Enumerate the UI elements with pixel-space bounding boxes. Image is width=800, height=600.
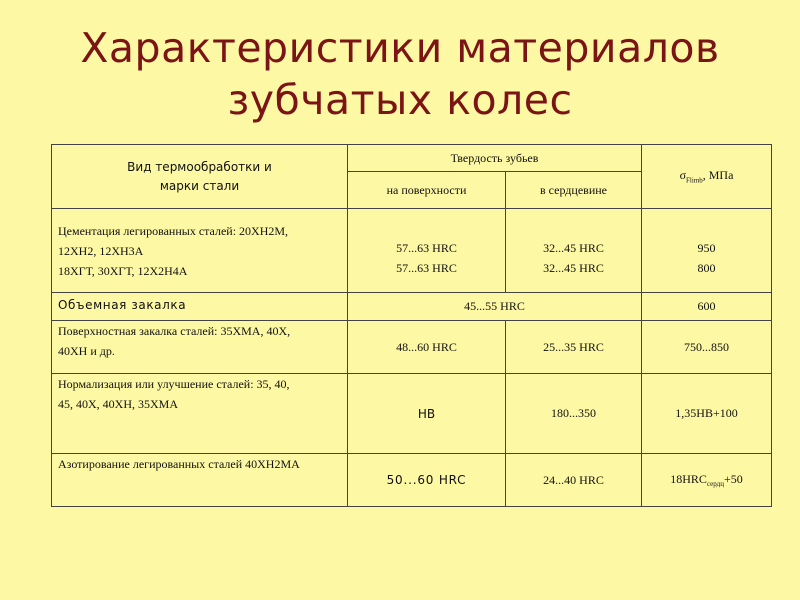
sigma-subscript: сердц	[706, 480, 724, 488]
sigma-cell: 600	[642, 293, 772, 321]
sigma-value: 950	[697, 240, 716, 255]
header-treatment	[52, 145, 348, 209]
sigma-value: 800	[697, 260, 716, 275]
sigma-main: 18HRC	[670, 472, 707, 486]
header-treatment-line-2: марки стали	[159, 178, 240, 193]
treatment-line: Нормализация или улучшение сталей: 35, 40,	[58, 377, 290, 391]
treatment-line: 12ХН2, 12ХН3А	[58, 243, 144, 258]
hardness-merged-cell: 45...55 HRC	[348, 293, 642, 321]
treatment-line: 40ХН и др.	[58, 344, 115, 358]
table-row	[52, 293, 772, 321]
sigma-cell	[642, 209, 772, 293]
table-row	[52, 209, 772, 293]
surface-value: 57...63 HRC	[396, 240, 457, 255]
surface-hardness-cell: HB	[348, 374, 506, 454]
sigma-subscript: Flimb	[686, 176, 703, 185]
sigma-cell: 1,35HB+100	[642, 374, 772, 454]
treatment-cell	[52, 374, 348, 454]
table-row	[52, 374, 772, 454]
surface-value: 57...63 HRC	[396, 260, 457, 275]
sigma-symbol: σ	[679, 168, 687, 183]
sigma-tail: +50	[723, 472, 743, 486]
core-hardness-cell: 24...40 HRC	[506, 454, 642, 507]
header-surface: на поверхности	[348, 172, 506, 209]
treatment-cell	[52, 321, 348, 374]
header-sigma	[642, 145, 772, 209]
core-value: 32...45 HRC	[543, 240, 604, 255]
surface-hardness-cell	[348, 209, 506, 293]
surface-hardness-cell: 50...60 HRC	[348, 454, 506, 507]
slide-title	[0, 22, 800, 126]
title-line-1: Характеристики материалов	[80, 24, 720, 72]
table-row	[52, 321, 772, 374]
title-line-2: зубчатых колес	[227, 76, 573, 124]
treatment-cell: Азотирование легированных сталей 40ХН2МА	[52, 454, 348, 507]
treatment-line: Цементация легированных сталей: 20ХН2М,	[58, 223, 289, 238]
header-core: в сердцевине	[506, 172, 642, 209]
core-value: 32...45 HRC	[543, 260, 604, 275]
sigma-cell: 750...850	[642, 321, 772, 374]
treatment-cell	[52, 209, 348, 293]
header-row-1	[52, 145, 772, 172]
header-hardness: Твердость зубьев	[348, 145, 642, 172]
treatment-cell: Объемная закалка	[52, 293, 348, 321]
core-hardness-cell: 180...350	[506, 374, 642, 454]
materials-table	[51, 144, 772, 507]
treatment-line: 45, 40Х, 40ХН, 35ХМА	[58, 397, 178, 411]
treatment-line: Поверхностная закалка сталей: 35ХМА, 40Х,	[58, 324, 291, 338]
sigma-cell	[642, 454, 772, 507]
surface-hardness-cell: 48...60 HRC	[348, 321, 506, 374]
header-treatment-line-1: Вид термообработки и	[127, 159, 272, 174]
table-row	[52, 454, 772, 507]
core-hardness-cell	[506, 209, 642, 293]
core-hardness-cell: 25...35 HRC	[506, 321, 642, 374]
sigma-unit: , МПа	[702, 168, 734, 183]
treatment-line: 18ХГТ, 30ХГТ, 12Х2Н4А	[58, 263, 188, 278]
